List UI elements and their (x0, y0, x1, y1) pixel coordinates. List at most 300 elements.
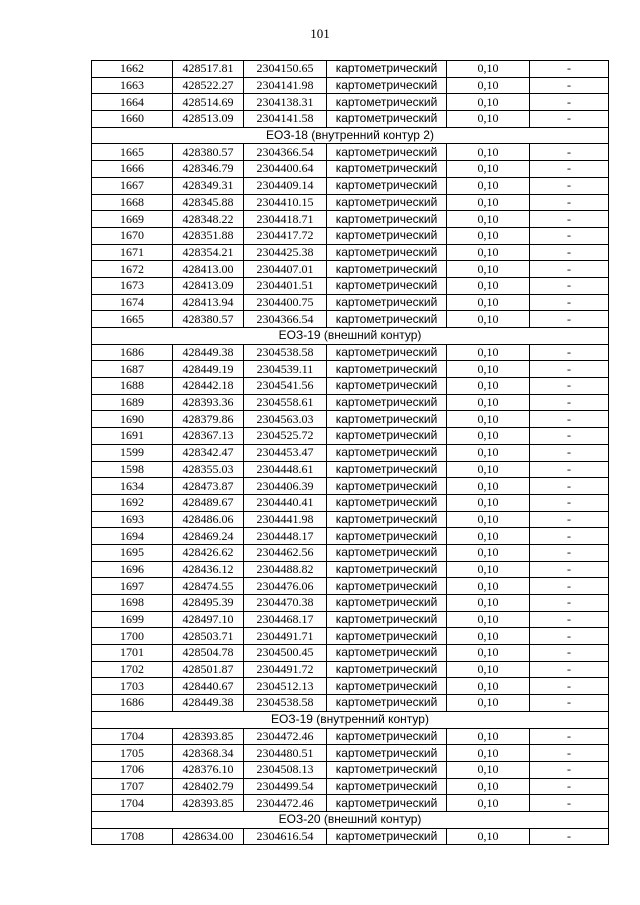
accuracy-cell: 0,10 (447, 77, 530, 94)
accuracy-cell: 0,10 (447, 61, 530, 78)
accuracy-cell: 0,10 (447, 444, 530, 461)
method-cell: картометрический (327, 645, 447, 662)
note-cell: - (530, 511, 609, 528)
point-number-cell: 1599 (92, 444, 173, 461)
x-coordinate-cell: 428501.87 (173, 661, 244, 678)
accuracy-cell: 0,10 (447, 261, 530, 278)
x-coordinate-cell: 428351.88 (173, 227, 244, 244)
accuracy-cell: 0,10 (447, 194, 530, 211)
section-title: ЕОЗ-18 (внутренний контур 2) (92, 127, 609, 144)
accuracy-cell: 0,10 (447, 561, 530, 578)
table-row (92, 795, 609, 812)
section-header-row (92, 811, 609, 828)
x-coordinate-cell: 428376.10 (173, 761, 244, 778)
method-cell: картометрический (327, 261, 447, 278)
page-number: 101 (310, 26, 330, 41)
point-number-cell: 1672 (92, 261, 173, 278)
y-coordinate-cell: 2304462.56 (244, 544, 327, 561)
method-cell: картометрический (327, 595, 447, 612)
point-number-cell: 1667 (92, 177, 173, 194)
point-number-cell: 1700 (92, 628, 173, 645)
method-cell: картометрический (327, 745, 447, 762)
x-coordinate-cell: 428495.39 (173, 595, 244, 612)
x-coordinate-cell: 428449.38 (173, 695, 244, 712)
point-number-cell: 1698 (92, 595, 173, 612)
y-coordinate-cell: 2304499.54 (244, 778, 327, 795)
section-header-row (92, 328, 609, 345)
method-cell: картометрический (327, 294, 447, 311)
y-coordinate-cell: 2304400.75 (244, 294, 327, 311)
note-cell: - (530, 144, 609, 161)
note-cell: - (530, 94, 609, 111)
x-coordinate-cell: 428440.67 (173, 678, 244, 695)
y-coordinate-cell: 2304508.13 (244, 761, 327, 778)
x-coordinate-cell: 428503.71 (173, 628, 244, 645)
method-cell: картометрический (327, 528, 447, 545)
section-header-row (92, 127, 609, 144)
x-coordinate-cell: 428517.81 (173, 61, 244, 78)
x-coordinate-cell: 428449.38 (173, 344, 244, 361)
x-coordinate-cell: 428345.88 (173, 194, 244, 211)
accuracy-cell: 0,10 (447, 411, 530, 428)
point-number-cell: 1686 (92, 695, 173, 712)
table-row (92, 361, 609, 378)
y-coordinate-cell: 2304366.54 (244, 311, 327, 328)
method-cell: картометрический (327, 61, 447, 78)
point-number-cell: 1699 (92, 611, 173, 628)
point-number-cell: 1702 (92, 661, 173, 678)
coordinates-table (91, 60, 609, 845)
accuracy-cell: 0,10 (447, 244, 530, 261)
accuracy-cell: 0,10 (447, 294, 530, 311)
accuracy-cell: 0,10 (447, 778, 530, 795)
method-cell: картометрический (327, 611, 447, 628)
table-row (92, 828, 609, 845)
note-cell: - (530, 478, 609, 495)
point-number-cell: 1703 (92, 678, 173, 695)
method-cell: картометрический (327, 177, 447, 194)
table-row (92, 394, 609, 411)
accuracy-cell: 0,10 (447, 177, 530, 194)
point-number-cell: 1707 (92, 778, 173, 795)
table-row (92, 528, 609, 545)
method-cell: картометрический (327, 344, 447, 361)
method-cell: картометрический (327, 211, 447, 228)
note-cell: - (530, 428, 609, 445)
accuracy-cell: 0,10 (447, 394, 530, 411)
y-coordinate-cell: 2304470.38 (244, 595, 327, 612)
note-cell: - (530, 761, 609, 778)
method-cell: картометрический (327, 361, 447, 378)
table-row (92, 344, 609, 361)
x-coordinate-cell: 428634.00 (173, 828, 244, 845)
note-cell: - (530, 561, 609, 578)
table-row (92, 311, 609, 328)
accuracy-cell: 0,10 (447, 728, 530, 745)
accuracy-cell: 0,10 (447, 611, 530, 628)
x-coordinate-cell: 428354.21 (173, 244, 244, 261)
accuracy-cell: 0,10 (447, 544, 530, 561)
y-coordinate-cell: 2304538.58 (244, 695, 327, 712)
point-number-cell: 1686 (92, 344, 173, 361)
x-coordinate-cell: 428489.67 (173, 494, 244, 511)
table-row (92, 595, 609, 612)
x-coordinate-cell: 428393.36 (173, 394, 244, 411)
x-coordinate-cell: 428349.31 (173, 177, 244, 194)
point-number-cell: 1697 (92, 578, 173, 595)
method-cell: картометрический (327, 227, 447, 244)
y-coordinate-cell: 2304366.54 (244, 144, 327, 161)
table-row (92, 177, 609, 194)
table-row (92, 628, 609, 645)
note-cell: - (530, 261, 609, 278)
point-number-cell: 1660 (92, 111, 173, 128)
note-cell: - (530, 645, 609, 662)
x-coordinate-cell: 428348.22 (173, 211, 244, 228)
y-coordinate-cell: 2304500.45 (244, 645, 327, 662)
x-coordinate-cell: 428497.10 (173, 611, 244, 628)
note-cell: - (530, 311, 609, 328)
accuracy-cell: 0,10 (447, 361, 530, 378)
accuracy-cell: 0,10 (447, 795, 530, 812)
y-coordinate-cell: 2304480.51 (244, 745, 327, 762)
y-coordinate-cell: 2304407.01 (244, 261, 327, 278)
note-cell: - (530, 61, 609, 78)
x-coordinate-cell: 428426.62 (173, 544, 244, 561)
note-cell: - (530, 494, 609, 511)
method-cell: картометрический (327, 795, 447, 812)
y-coordinate-cell: 2304512.13 (244, 678, 327, 695)
point-number-cell: 1664 (92, 94, 173, 111)
note-cell: - (530, 611, 609, 628)
accuracy-cell: 0,10 (447, 94, 530, 111)
point-number-cell: 1706 (92, 761, 173, 778)
point-number-cell: 1705 (92, 745, 173, 762)
x-coordinate-cell: 428413.09 (173, 277, 244, 294)
x-coordinate-cell: 428469.24 (173, 528, 244, 545)
note-cell: - (530, 578, 609, 595)
y-coordinate-cell: 2304410.15 (244, 194, 327, 211)
method-cell: картометрический (327, 428, 447, 445)
note-cell: - (530, 361, 609, 378)
point-number-cell: 1666 (92, 161, 173, 178)
accuracy-cell: 0,10 (447, 595, 530, 612)
point-number-cell: 1668 (92, 194, 173, 211)
point-number-cell: 1687 (92, 361, 173, 378)
y-coordinate-cell: 2304138.31 (244, 94, 327, 111)
method-cell: картометрический (327, 761, 447, 778)
table-row (92, 494, 609, 511)
x-coordinate-cell: 428436.12 (173, 561, 244, 578)
table-row (92, 161, 609, 178)
x-coordinate-cell: 428442.18 (173, 378, 244, 395)
x-coordinate-cell: 428402.79 (173, 778, 244, 795)
note-cell: - (530, 77, 609, 94)
note-cell: - (530, 695, 609, 712)
table-row (92, 461, 609, 478)
method-cell: картометрический (327, 578, 447, 595)
table-row (92, 661, 609, 678)
x-coordinate-cell: 428380.57 (173, 311, 244, 328)
point-number-cell: 1673 (92, 277, 173, 294)
y-coordinate-cell: 2304425.38 (244, 244, 327, 261)
point-number-cell: 1669 (92, 211, 173, 228)
y-coordinate-cell: 2304441.98 (244, 511, 327, 528)
y-coordinate-cell: 2304417.72 (244, 227, 327, 244)
table-row (92, 94, 609, 111)
note-cell: - (530, 661, 609, 678)
point-number-cell: 1690 (92, 411, 173, 428)
y-coordinate-cell: 2304558.61 (244, 394, 327, 411)
method-cell: картометрический (327, 511, 447, 528)
method-cell: картометрический (327, 378, 447, 395)
method-cell: картометрический (327, 828, 447, 845)
x-coordinate-cell: 428474.55 (173, 578, 244, 595)
point-number-cell: 1704 (92, 728, 173, 745)
point-number-cell: 1670 (92, 227, 173, 244)
y-coordinate-cell: 2304440.41 (244, 494, 327, 511)
table-row (92, 411, 609, 428)
note-cell: - (530, 444, 609, 461)
method-cell: картометрический (327, 494, 447, 511)
y-coordinate-cell: 2304539.11 (244, 361, 327, 378)
note-cell: - (530, 795, 609, 812)
table-row (92, 611, 609, 628)
table-row (92, 511, 609, 528)
y-coordinate-cell: 2304488.82 (244, 561, 327, 578)
y-coordinate-cell: 2304541.56 (244, 378, 327, 395)
note-cell: - (530, 678, 609, 695)
table-row (92, 378, 609, 395)
point-number-cell: 1708 (92, 828, 173, 845)
method-cell: картометрический (327, 161, 447, 178)
y-coordinate-cell: 2304538.58 (244, 344, 327, 361)
y-coordinate-cell: 2304409.14 (244, 177, 327, 194)
note-cell: - (530, 277, 609, 294)
y-coordinate-cell: 2304141.98 (244, 77, 327, 94)
note-cell: - (530, 411, 609, 428)
table-row (92, 194, 609, 211)
point-number-cell: 1671 (92, 244, 173, 261)
x-coordinate-cell: 428393.85 (173, 728, 244, 745)
x-coordinate-cell: 428379.86 (173, 411, 244, 428)
note-cell: - (530, 595, 609, 612)
accuracy-cell: 0,10 (447, 511, 530, 528)
table-row (92, 695, 609, 712)
x-coordinate-cell: 428367.13 (173, 428, 244, 445)
method-cell: картометрический (327, 778, 447, 795)
method-cell: картометрический (327, 544, 447, 561)
method-cell: картометрический (327, 244, 447, 261)
x-coordinate-cell: 428514.69 (173, 94, 244, 111)
x-coordinate-cell: 428449.19 (173, 361, 244, 378)
section-title: ЕОЗ-19 (внутренний контур) (92, 711, 609, 728)
point-number-cell: 1662 (92, 61, 173, 78)
y-coordinate-cell: 2304491.72 (244, 661, 327, 678)
note-cell: - (530, 628, 609, 645)
note-cell: - (530, 528, 609, 545)
y-coordinate-cell: 2304418.71 (244, 211, 327, 228)
table-row (92, 227, 609, 244)
accuracy-cell: 0,10 (447, 678, 530, 695)
y-coordinate-cell: 2304141.58 (244, 111, 327, 128)
y-coordinate-cell: 2304468.17 (244, 611, 327, 628)
table-row (92, 544, 609, 561)
y-coordinate-cell: 2304525.72 (244, 428, 327, 445)
accuracy-cell: 0,10 (447, 761, 530, 778)
note-cell: - (530, 111, 609, 128)
table-row (92, 678, 609, 695)
table-row (92, 761, 609, 778)
table-row (92, 444, 609, 461)
point-number-cell: 1598 (92, 461, 173, 478)
method-cell: картометрический (327, 394, 447, 411)
table-row (92, 728, 609, 745)
y-coordinate-cell: 2304476.06 (244, 578, 327, 595)
x-coordinate-cell: 428486.06 (173, 511, 244, 528)
y-coordinate-cell: 2304401.51 (244, 277, 327, 294)
point-number-cell: 1634 (92, 478, 173, 495)
note-cell: - (530, 177, 609, 194)
accuracy-cell: 0,10 (447, 227, 530, 244)
point-number-cell: 1688 (92, 378, 173, 395)
table-row (92, 211, 609, 228)
accuracy-cell: 0,10 (447, 661, 530, 678)
method-cell: картометрический (327, 461, 447, 478)
note-cell: - (530, 161, 609, 178)
point-number-cell: 1663 (92, 77, 173, 94)
x-coordinate-cell: 428393.85 (173, 795, 244, 812)
table-row (92, 277, 609, 294)
table-row (92, 294, 609, 311)
note-cell: - (530, 227, 609, 244)
note-cell: - (530, 745, 609, 762)
method-cell: картометрический (327, 77, 447, 94)
accuracy-cell: 0,10 (447, 161, 530, 178)
x-coordinate-cell: 428413.00 (173, 261, 244, 278)
method-cell: картометрический (327, 678, 447, 695)
note-cell: - (530, 394, 609, 411)
note-cell: - (530, 194, 609, 211)
point-number-cell: 1693 (92, 511, 173, 528)
table-row (92, 61, 609, 78)
coordinates-table-body (92, 61, 609, 845)
method-cell: картометрический (327, 411, 447, 428)
table-row (92, 578, 609, 595)
note-cell: - (530, 211, 609, 228)
point-number-cell: 1701 (92, 645, 173, 662)
y-coordinate-cell: 2304563.03 (244, 411, 327, 428)
accuracy-cell: 0,10 (447, 211, 530, 228)
accuracy-cell: 0,10 (447, 528, 530, 545)
method-cell: картометрический (327, 728, 447, 745)
y-coordinate-cell: 2304491.71 (244, 628, 327, 645)
y-coordinate-cell: 2304448.17 (244, 528, 327, 545)
method-cell: картометрический (327, 695, 447, 712)
x-coordinate-cell: 428522.27 (173, 77, 244, 94)
point-number-cell: 1665 (92, 311, 173, 328)
table-row (92, 428, 609, 445)
y-coordinate-cell: 2304616.54 (244, 828, 327, 845)
section-title: ЕОЗ-20 (внешний контур) (92, 811, 609, 828)
table-row (92, 111, 609, 128)
section-title: ЕОЗ-19 (внешний контур) (92, 328, 609, 345)
x-coordinate-cell: 428346.79 (173, 161, 244, 178)
note-cell: - (530, 461, 609, 478)
method-cell: картометрический (327, 561, 447, 578)
point-number-cell: 1665 (92, 144, 173, 161)
accuracy-cell: 0,10 (447, 645, 530, 662)
point-number-cell: 1695 (92, 544, 173, 561)
table-row (92, 244, 609, 261)
table-row (92, 645, 609, 662)
method-cell: картометрический (327, 661, 447, 678)
method-cell: картометрический (327, 444, 447, 461)
accuracy-cell: 0,10 (447, 695, 530, 712)
accuracy-cell: 0,10 (447, 461, 530, 478)
method-cell: картометрический (327, 277, 447, 294)
point-number-cell: 1674 (92, 294, 173, 311)
section-header-row (92, 711, 609, 728)
table-row (92, 77, 609, 94)
point-number-cell: 1689 (92, 394, 173, 411)
accuracy-cell: 0,10 (447, 745, 530, 762)
x-coordinate-cell: 428413.94 (173, 294, 244, 311)
x-coordinate-cell: 428342.47 (173, 444, 244, 461)
table-row (92, 261, 609, 278)
note-cell: - (530, 728, 609, 745)
accuracy-cell: 0,10 (447, 494, 530, 511)
note-cell: - (530, 778, 609, 795)
note-cell: - (530, 544, 609, 561)
accuracy-cell: 0,10 (447, 378, 530, 395)
y-coordinate-cell: 2304150.65 (244, 61, 327, 78)
accuracy-cell: 0,10 (447, 277, 530, 294)
accuracy-cell: 0,10 (447, 828, 530, 845)
note-cell: - (530, 828, 609, 845)
accuracy-cell: 0,10 (447, 578, 530, 595)
note-cell: - (530, 344, 609, 361)
y-coordinate-cell: 2304400.64 (244, 161, 327, 178)
point-number-cell: 1691 (92, 428, 173, 445)
method-cell: картометрический (327, 194, 447, 211)
y-coordinate-cell: 2304472.46 (244, 728, 327, 745)
note-cell: - (530, 244, 609, 261)
accuracy-cell: 0,10 (447, 344, 530, 361)
x-coordinate-cell: 428355.03 (173, 461, 244, 478)
method-cell: картометрический (327, 311, 447, 328)
point-number-cell: 1704 (92, 795, 173, 812)
table-row (92, 478, 609, 495)
method-cell: картометрический (327, 478, 447, 495)
y-coordinate-cell: 2304453.47 (244, 444, 327, 461)
accuracy-cell: 0,10 (447, 144, 530, 161)
method-cell: картометрический (327, 144, 447, 161)
point-number-cell: 1696 (92, 561, 173, 578)
x-coordinate-cell: 428368.34 (173, 745, 244, 762)
point-number-cell: 1694 (92, 528, 173, 545)
accuracy-cell: 0,10 (447, 311, 530, 328)
table-row (92, 778, 609, 795)
accuracy-cell: 0,10 (447, 111, 530, 128)
note-cell: - (530, 378, 609, 395)
x-coordinate-cell: 428513.09 (173, 111, 244, 128)
note-cell: - (530, 294, 609, 311)
x-coordinate-cell: 428380.57 (173, 144, 244, 161)
y-coordinate-cell: 2304448.61 (244, 461, 327, 478)
y-coordinate-cell: 2304472.46 (244, 795, 327, 812)
table-row (92, 745, 609, 762)
